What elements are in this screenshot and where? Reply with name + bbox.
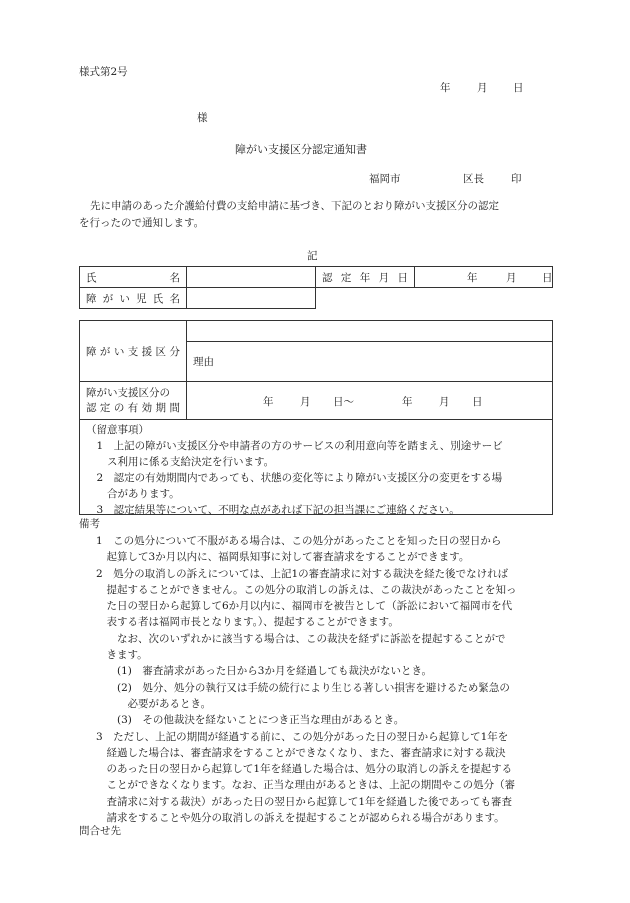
name-value-cell[interactable] <box>187 267 316 288</box>
category-table <box>79 320 553 420</box>
notes-line: ス利用に係る支給決定を行います。 <box>86 456 275 468</box>
notes-line: 2 認定の有効期間内であっても、状態の変化等により障がい支援区分の変更をする場 <box>86 472 503 484</box>
notes-heading: （留意事項） <box>86 424 149 436</box>
intro-paragraph <box>79 198 499 231</box>
remarks-line: (1) 審査請求があった日から3か月を経過しても裁決がないとき。 <box>96 665 433 678</box>
seal-mark: 印 <box>511 173 522 185</box>
date-year: 年 <box>440 82 451 94</box>
remarks-line: 2 処分の取消しの訴えについては、上記1の審査請求に対する裁決を経た後でなければ <box>96 567 509 580</box>
notes-line: 1 上記の障がい支援区分や申請者の方のサービスの利用意向等を踏まえ、別途サービ <box>86 440 503 452</box>
remarks-line: 起算して3か月以内に、福岡県知事に対して審査請求をすることができます。 <box>96 551 470 564</box>
remarks-line: 経過した場合は、審査請求をすることができなくなり、また、審査請求に対する裁決 <box>96 746 506 759</box>
child-name-label-cell: 障 が い 児 氏 名 <box>80 288 187 309</box>
remarks-line: 請求をすることや処分の取消しの訴えを提起することが認められる場合があります。 <box>96 812 505 825</box>
date-month: 月 <box>477 82 488 94</box>
remarks-line: なお、次のいずれかに該当する場合は、この裁決を経ずに訴訟を提起することがで <box>96 632 506 645</box>
remarks-line: 3 ただし、上記の期間が経過する前に、この処分があった日の翌日から起算して1年を <box>96 730 509 743</box>
reason-cell[interactable] <box>187 342 553 382</box>
issuer-ward-head: 区長 <box>463 173 484 185</box>
remarks-line: 必要があるとき。 <box>96 697 212 710</box>
intro-line: を行ったので通知します。 <box>79 216 205 229</box>
category-label-cell: 障 が い 支 援 区 分 <box>80 321 187 382</box>
remarks-line: た日の翌日から起算して6か月以内に、福岡市を被告として（訴訟において福岡市を代 <box>96 600 513 613</box>
remarks-line: ことができなくなります。なお、正当な理由があるときは、上記の期間やこの処分（審 <box>96 779 516 792</box>
cert-date-value-cell[interactable]: 年 月 日 <box>415 267 553 288</box>
remarks-line: (2) 処分、処分の執行又は手続の続行により生じる著しい損害を避けるため緊急の <box>96 681 510 694</box>
remarks-line: 査請求に対する裁決）があった日の翌日から起算して1年を経過した後であっても審査 <box>96 795 512 808</box>
recipient-table <box>79 266 553 309</box>
category-value-cell[interactable] <box>187 321 553 342</box>
notes-line: 合があります。 <box>86 488 180 500</box>
issuer-city: 福岡市 <box>369 173 401 185</box>
period-value-cell[interactable]: 年 月 日〜 年 月 日 <box>187 382 553 420</box>
contact-heading: 問合せ先 <box>79 825 121 837</box>
date-day: 日 <box>513 82 524 94</box>
remarks-body <box>96 533 517 826</box>
notes-line: 3 認定結果等について、不明な点があれば下記の担当課にご連絡ください。 <box>86 504 460 516</box>
ki-heading: 記 <box>307 250 318 262</box>
remarks-line: きます。 <box>96 649 148 662</box>
reason-label: 理由 <box>193 356 214 368</box>
child-name-value-cell[interactable] <box>187 288 316 309</box>
empty-cell <box>415 288 553 309</box>
name-label-cell: 氏 名 <box>80 267 187 288</box>
remarks-line: のあった日の翌日から起算して1年を経過した場合は、処分の取消しの訴えを提起する <box>96 763 513 776</box>
document-title: 障がい支援区分認定通知書 <box>235 143 367 156</box>
addressee-suffix: 様 <box>197 112 208 124</box>
form-number: 様式第2号 <box>79 66 128 78</box>
empty-cell <box>316 288 415 309</box>
remarks-line: (3) その他裁決を経ないことにつき正当な理由があるとき。 <box>96 714 405 727</box>
notes-box <box>79 419 553 515</box>
cert-date-label-cell: 認 定 年 月 日 <box>316 267 415 288</box>
remarks-line: 提起することができません。この処分の取消しの訴えは、この裁決があったことを知っ <box>96 583 517 596</box>
remarks-line: 表する者は福岡市長となります。）、提起することができます。 <box>96 616 399 629</box>
period-label-cell: 障がい支援区分の 認 定 の 有 効 期 間 <box>80 382 187 420</box>
intro-line: 先に申請のあった介護給付費の支給申請に基づき、下記のとおり障がい支援区分の認定 <box>90 200 499 212</box>
remarks-heading: 備考 <box>79 518 100 530</box>
remarks-line: 1 この処分について不服がある場合は、この処分があったことを知った日の翌日から <box>96 535 502 547</box>
